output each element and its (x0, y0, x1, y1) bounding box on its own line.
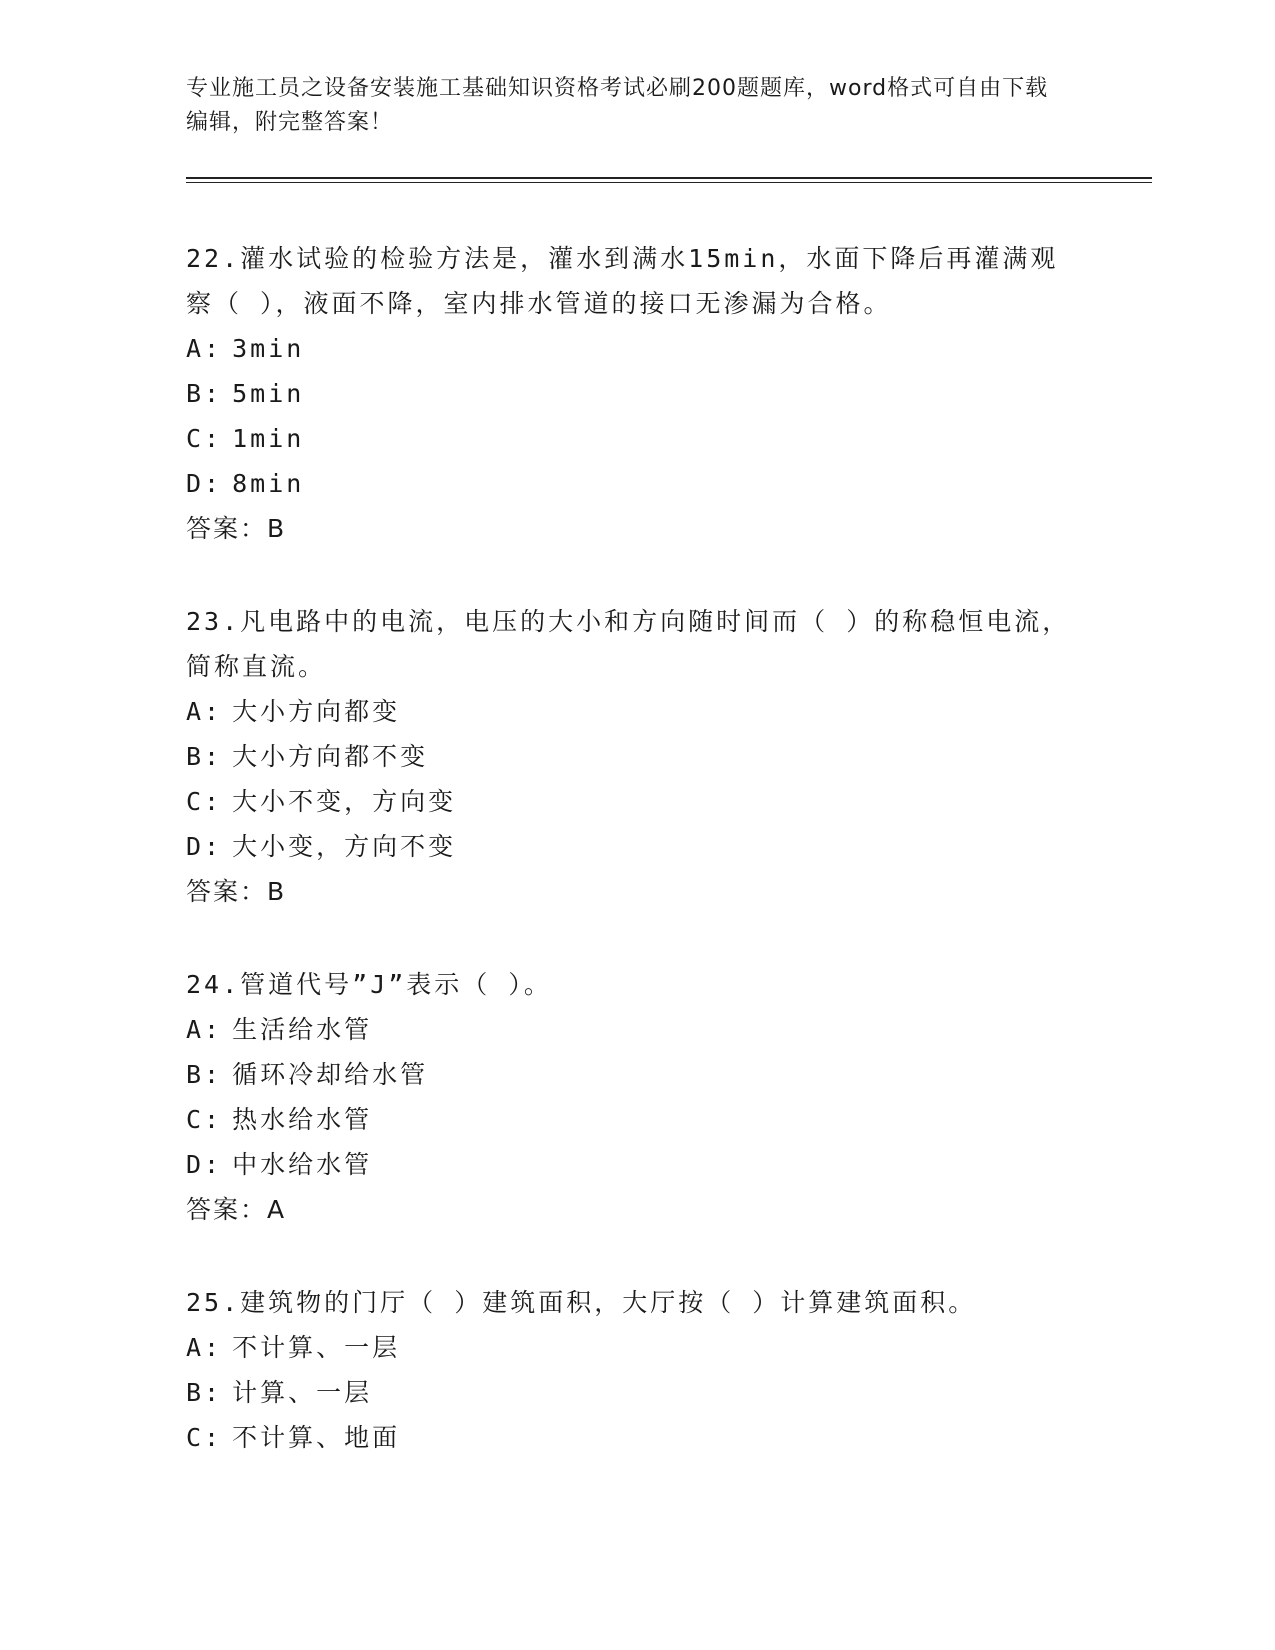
option-text: 大小方向都不变 (232, 742, 429, 771)
document-header: 专业施工员之设备安装施工基础知识资格考试必刷200题题库，word格式可自由下载编辑，附完整答案！ (186, 76, 1049, 135)
option-c (186, 416, 1076, 461)
option-letter: C: (186, 1423, 223, 1452)
option-letter: C: (186, 1105, 223, 1134)
option-b (186, 1052, 1076, 1097)
option-letter: B: (186, 1378, 223, 1407)
question-stem: 24.管道代号”J”表示（ ）。 (186, 970, 552, 999)
option-a (186, 1325, 1076, 1370)
option-d (186, 1142, 1076, 1187)
option-b (186, 734, 1076, 779)
option-letter: A: (186, 1015, 223, 1044)
option-text: 大小方向都变 (232, 697, 401, 726)
question-stem: 22.灌水试验的检验方法是，灌水到满水15min，水面下降后再灌满观察（ ），液面不降，室内排水管道的接口无渗漏为合格。 (186, 244, 1059, 318)
option-text: 5min (232, 379, 305, 408)
option-letter: A: (186, 334, 223, 363)
option-letter: D: (186, 1150, 223, 1179)
option-a (186, 1007, 1076, 1052)
option-b (186, 1370, 1076, 1415)
option-text: 8min (232, 469, 305, 498)
answer-line: 答案：B (186, 514, 287, 543)
option-text: 热水给水管 (232, 1105, 373, 1134)
option-letter: D: (186, 832, 223, 861)
option-text: 大小变，方向不变 (232, 832, 457, 861)
option-b (186, 371, 1076, 416)
answer-line: 答案：A (186, 1195, 287, 1224)
header-rule-thick (186, 177, 1152, 179)
option-letter: A: (186, 1333, 223, 1362)
answer-line: 答案：B (186, 877, 287, 906)
option-text: 大小不变，方向变 (232, 787, 457, 816)
option-letter: B: (186, 742, 223, 771)
option-text: 计算、一层 (232, 1378, 373, 1407)
option-text: 不计算、地面 (232, 1423, 401, 1452)
option-a (186, 326, 1076, 371)
option-letter: C: (186, 787, 223, 816)
option-letter: D: (186, 469, 223, 498)
option-letter: B: (186, 379, 223, 408)
option-a (186, 689, 1076, 734)
question-stem: 25.建筑物的门厅（ ）建筑面积，大厅按（ ）计算建筑面积。 (186, 1288, 977, 1317)
header-rule-thin (186, 182, 1152, 183)
option-text: 中水给水管 (232, 1150, 373, 1179)
option-d (186, 824, 1076, 869)
option-text: 不计算、一层 (232, 1333, 401, 1362)
question-23 (186, 599, 1076, 914)
option-c (186, 1097, 1076, 1142)
option-text: 生活给水管 (232, 1015, 373, 1044)
question-25 (186, 1280, 1076, 1460)
question-list (186, 236, 1076, 1508)
option-letter: B: (186, 1060, 223, 1089)
option-letter: C: (186, 424, 223, 453)
question-22 (186, 236, 1076, 551)
option-text: 3min (232, 334, 305, 363)
option-text: 循环冷却给水管 (232, 1060, 429, 1089)
option-text: 1min (232, 424, 305, 453)
option-c (186, 779, 1076, 824)
option-d (186, 461, 1076, 506)
option-letter: A: (186, 697, 223, 726)
option-c (186, 1415, 1076, 1460)
question-24 (186, 962, 1076, 1232)
question-stem: 23.凡电路中的电流，电压的大小和方向随时间而（ ）的称稳恒电流，简称直流。 (186, 607, 1071, 681)
